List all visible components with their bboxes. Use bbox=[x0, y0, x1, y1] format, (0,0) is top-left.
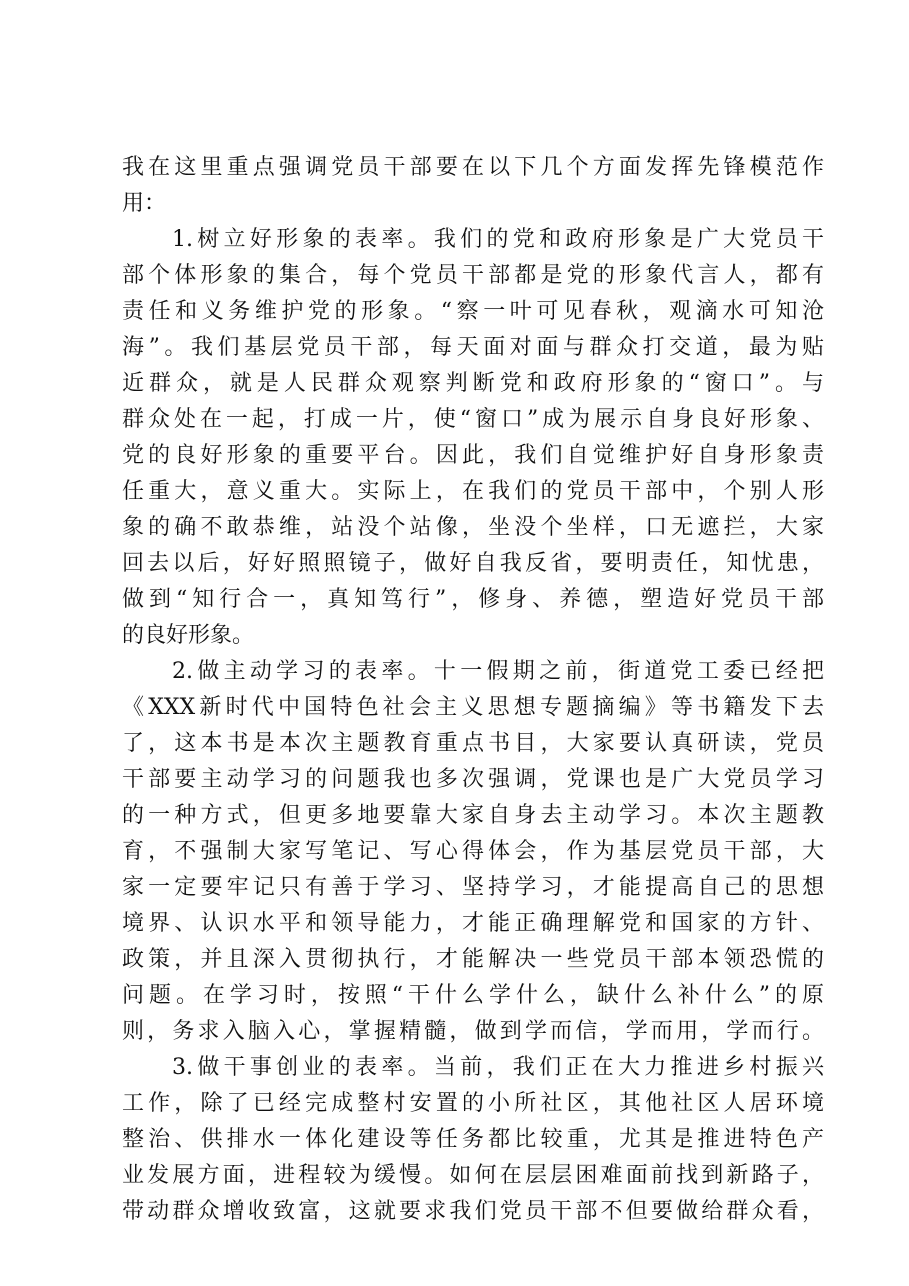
text-line: 带动群众增收致富，这就要求我们党员干部不但要做给群众看， bbox=[122, 1199, 824, 1224]
text-line: 则，务求入脑入心，掌握精髓，做到学而信，学而用，学而行。 bbox=[122, 1019, 824, 1044]
text-line: 部个体形象的集合，每个党员干部都是党的形象代言人，都有 bbox=[122, 263, 824, 288]
paragraph-image-example bbox=[122, 222, 824, 654]
paragraph-heading-line: 1.树立好形象的表率。我们的党和政府形象是广大党员干 bbox=[172, 227, 824, 252]
text-line: 我在这里重点强调党员干部要在以下几个方面发挥先锋模范作 bbox=[122, 155, 824, 180]
text-line: 境界、认识水平和领导能力，才能正确理解党和国家的方针、 bbox=[122, 911, 824, 936]
text-line: 干部要主动学习的问题我也多次强调，党课也是广大党员学习 bbox=[122, 767, 824, 792]
text-line: 群众处在一起，打成一片，使“窗口”成为展示自身良好形象、 bbox=[122, 407, 824, 432]
text-line: 近群众，就是人民群众观察判断党和政府形象的“窗口”。与 bbox=[122, 371, 824, 396]
text-line: 责任和义务维护党的形象。“察一叶可见春秋，观滴水可知沧 bbox=[122, 299, 824, 324]
text-line: 象的确不敢恭维，站没个站像，坐没个坐样，口无遮拦，大家 bbox=[122, 515, 824, 540]
text-line: 业发展方面，进程较为缓慢。如何在层层困难面前找到新路子， bbox=[122, 1163, 824, 1188]
text-line: 工作，除了已经完成整村安置的小所社区，其他社区人居环境 bbox=[122, 1091, 824, 1116]
text-line: 用： bbox=[122, 191, 167, 216]
text-line: 回去以后，好好照照镜子，做好自我反省，要明责任，知忧患， bbox=[122, 551, 824, 576]
text-line: 育，不强制大家写笔记、写心得体会，作为基层党员干部，大 bbox=[122, 839, 824, 864]
text-line: 的一种方式，但更多地要靠大家自身去主动学习。本次主题教 bbox=[122, 803, 824, 828]
text-line: 《XXX新时代中国特色社会主义思想专题摘编》等书籍发下去 bbox=[122, 695, 824, 720]
text-line: 问题。在学习时，按照“干什么学什么，缺什么补什么”的原 bbox=[122, 983, 824, 1008]
paragraph-heading-line: 3.做干事创业的表率。当前，我们正在大力推进乡村振兴 bbox=[172, 1055, 824, 1080]
text-line: 做到“知行合一，真知笃行”，修身、养德，塑造好党员干部 bbox=[122, 587, 824, 612]
text-line: 政策，并且深入贯彻执行，才能解决一些党员干部本领恐慌的 bbox=[122, 947, 824, 972]
text-line: 家一定要牢记只有善于学习、坚持学习，才能提高自己的思想 bbox=[122, 875, 824, 900]
text-line: 的良好形象。 bbox=[122, 623, 255, 648]
paragraph-heading-line: 2.做主动学习的表率。十一假期之前，街道党工委已经把 bbox=[172, 659, 824, 684]
text-line: 了，这本书是本次主题教育重点书目，大家要认真研读，党员 bbox=[122, 731, 824, 756]
text-line: 整治、供排水一体化建设等任务都比较重，尤其是推进特色产 bbox=[122, 1127, 824, 1152]
paragraph-study-example bbox=[122, 654, 824, 1050]
text-line: 任重大，意义重大。实际上，在我们的党员干部中，个别人形 bbox=[122, 479, 824, 504]
text-line: 海”。我们基层党员干部，每天面对面与群众打交道，最为贴 bbox=[122, 335, 824, 360]
paragraph-work-example bbox=[122, 1050, 824, 1230]
text-line: 党的良好形象的重要平台。因此，我们自觉维护好自身形象责 bbox=[122, 443, 824, 468]
document-body bbox=[122, 150, 824, 1230]
intro-paragraph bbox=[122, 150, 824, 222]
